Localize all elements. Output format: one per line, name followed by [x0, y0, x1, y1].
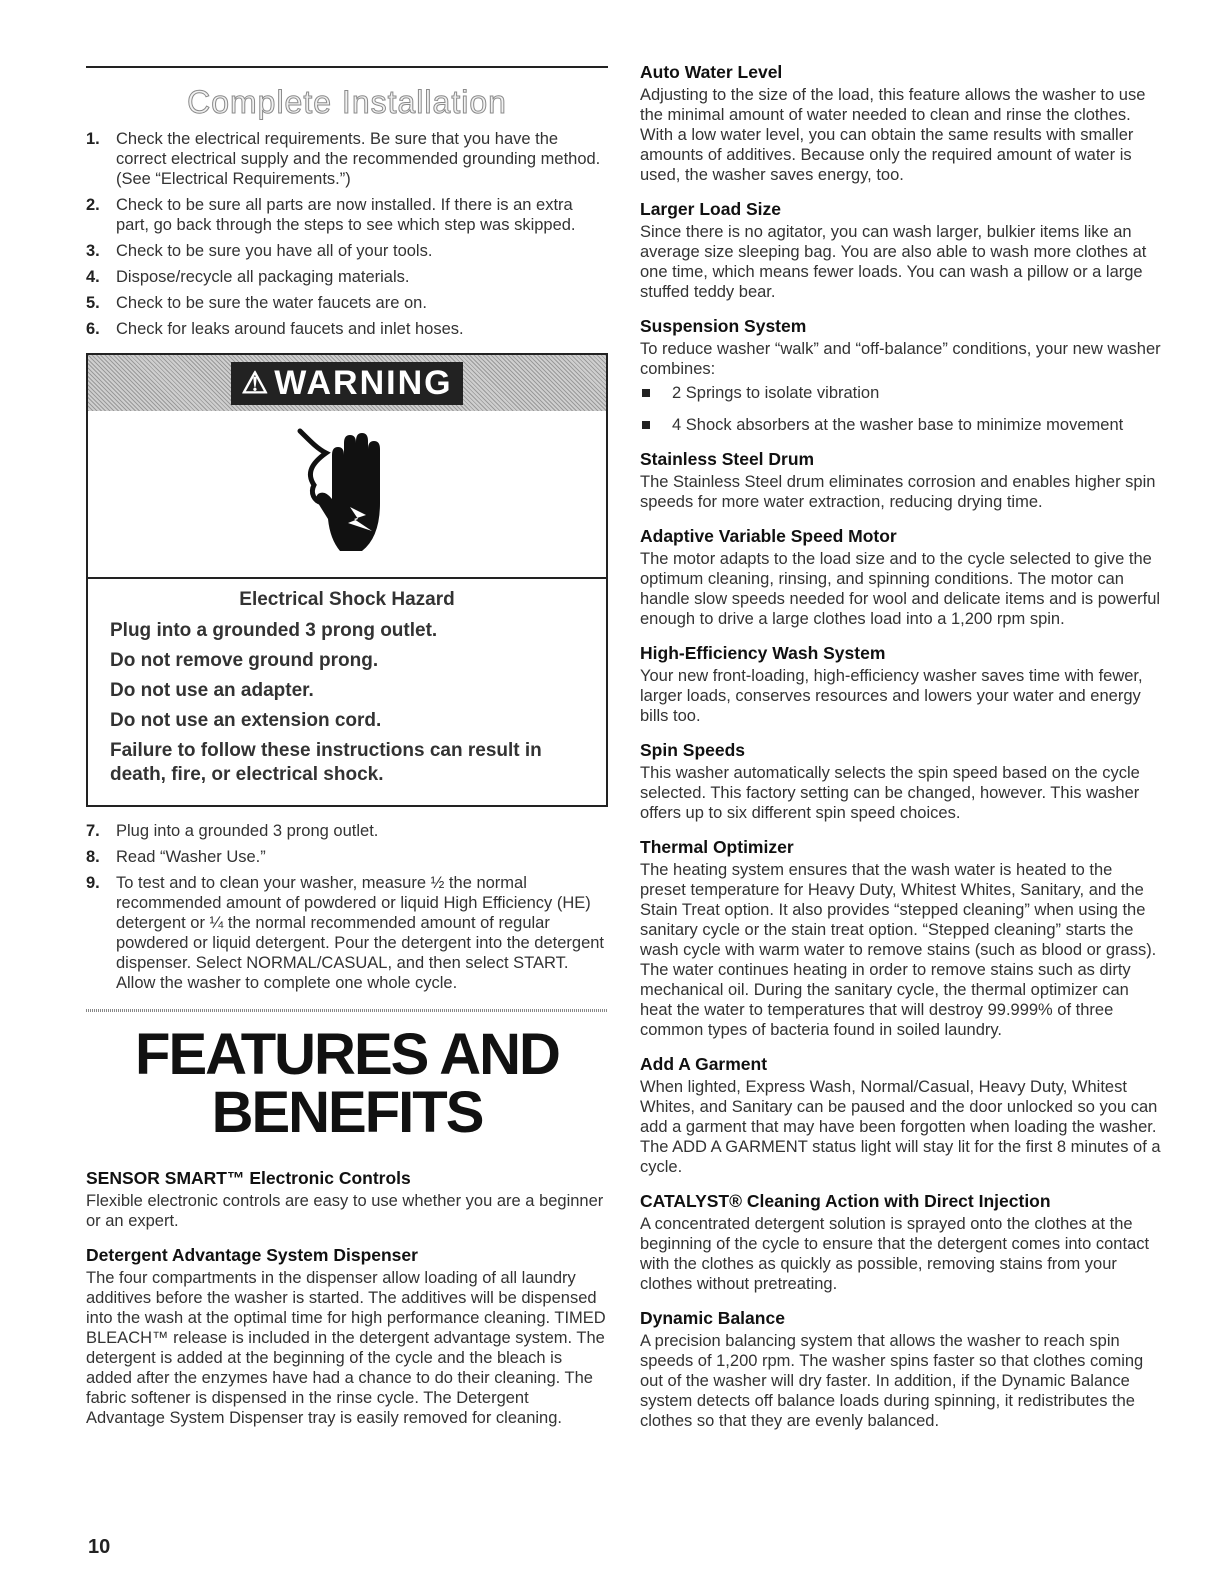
feature-text: When lighted, Express Wash, Normal/Casual, Heavy Duty, Whitest Whites, and Sanitary can be paused and the door unlocked so you can add a garment that may have been forgotten when loading the washer. The ADD A GARMENT status light will stay lit for the first 8 minutes of a cycle.	[640, 1078, 1161, 1176]
features-title-line1: FEATURES AND	[135, 1022, 559, 1087]
warning-line: Do not use an extension cord.	[110, 710, 382, 731]
page-number: 10	[88, 1536, 111, 1558]
section-divider	[86, 1009, 608, 1012]
feature-text: The motor adapts to the load size and to the cycle selected to give the optimum cleaning, rinsing, and spinning conditions. The motor can handle slow speeds needed for wool and delicate items and is powerful enough to drive a large clothes load into a 1,200 rpm spin.	[640, 550, 1161, 628]
install-step	[86, 319, 608, 339]
warning-triangle-icon: ⚠	[241, 366, 271, 400]
step-text: Check for leaks around faucets and inlet hoses.	[116, 320, 464, 338]
feature-text: To reduce washer “walk” and “off-balance” conditions, your new washer combines:	[640, 340, 1161, 378]
feature-title: Thermal Optimizer	[640, 837, 794, 857]
install-step	[86, 873, 608, 993]
feature-section	[640, 740, 1162, 823]
feature-bullet	[640, 383, 1162, 403]
feature-section	[640, 837, 1162, 1040]
feature-text: The four compartments in the dispenser allow loading of all laundry additives before the washer is started. The additives will be dispensed into the wash at the optimal time for high performance cleaning. TIMED BLEACH™ release is included in the detergent advantage system. The detergent is added at the beginning of the cycle and the bleach is added after the enzymes have had a chance to do their cleaning. The fabric softener is dispensed in the rinse cycle. The Detergent Advantage System Dispenser tray is easily removed for cleaning.	[86, 1269, 606, 1427]
bullet-square-icon	[642, 421, 650, 429]
feature-section	[640, 1308, 1162, 1431]
warning-header	[88, 355, 606, 411]
features-right-list	[640, 62, 1162, 1431]
feature-text: A precision balancing system that allows the washer to reach spin speeds of 1,200 rpm. The washer spins faster so that clothes coming out of the washer will dry faster. In addition, if the Dynamic Balance system detects off balance loads during spinning, it redistributes the clothes so that they are evenly balanced.	[640, 1332, 1144, 1430]
feature-title: Larger Load Size	[640, 199, 782, 219]
feature-title: Stainless Steel Drum	[640, 449, 815, 469]
install-step	[86, 847, 608, 867]
step-number: 8.	[86, 848, 100, 866]
warning-label-text: WARNING	[274, 363, 453, 402]
shock-hand-icon	[292, 419, 402, 569]
install-step	[86, 241, 608, 261]
feature-text: This washer automatically selects the spin speed based on the cycle selected. This factory setting can be changed, however. This washer offers up to six different spin speed choices.	[640, 764, 1140, 822]
step-number: 9.	[86, 874, 100, 892]
feature-section	[640, 316, 1162, 435]
step-text: Plug into a grounded 3 prong outlet.	[116, 822, 379, 840]
bullet-text: 2 Springs to isolate vibration	[672, 384, 880, 402]
feature-title: Detergent Advantage System Dispenser	[86, 1245, 418, 1265]
warning-hazard: Electrical Shock Hazard	[239, 589, 455, 610]
feature-title: SENSOR SMART™ Electronic Controls	[86, 1168, 411, 1188]
feature-title: Auto Water Level	[640, 62, 783, 82]
feature-title: High-Efficiency Wash System	[640, 643, 886, 663]
step-number: 1.	[86, 130, 100, 148]
install-step	[86, 821, 608, 841]
feature-section	[86, 1168, 608, 1231]
feature-section	[640, 1191, 1162, 1294]
feature-title: Adaptive Variable Speed Motor	[640, 526, 897, 546]
step-text: Check to be sure you have all of your tools.	[116, 242, 433, 260]
features-left-list	[86, 1168, 608, 1428]
feature-section	[640, 199, 1162, 302]
feature-section	[640, 62, 1162, 185]
feature-text: Since there is no agitator, you can wash larger, bulkier items like an average size sleeping bag. You are also able to wash more clothes at one time, which means fewer loads. You can wash a pillow or a large stuffed teddy bear.	[640, 223, 1147, 301]
step-text: Check to be sure all parts are now installed. If there is an extra part, go back through the steps to see which step was skipped.	[116, 196, 576, 234]
feature-text: The Stainless Steel drum eliminates corrosion and enables higher spin speeds for more water extraction, reducing drying time.	[640, 473, 1156, 511]
feature-bullets	[640, 383, 1162, 435]
top-rule	[86, 66, 608, 68]
install-step	[86, 195, 608, 235]
feature-section	[640, 643, 1162, 726]
step-text: Check the electrical requirements. Be sure that you have the correct electrical supply and the recommended grounding method. (See “Electrical Requirements.”)	[116, 130, 601, 188]
feature-title: Suspension System	[640, 316, 807, 336]
step-number: 4.	[86, 268, 100, 286]
step-number: 3.	[86, 242, 100, 260]
warning-line: Plug into a grounded 3 prong outlet.	[110, 620, 438, 641]
feature-section	[640, 449, 1162, 512]
bullet-square-icon	[642, 389, 650, 397]
install-step	[86, 293, 608, 313]
left-column	[86, 66, 608, 1442]
step-text: Dispose/recycle all packaging materials.	[116, 268, 410, 286]
feature-title: Spin Speeds	[640, 740, 746, 760]
feature-title: Dynamic Balance	[640, 1308, 785, 1328]
install-steps-after	[86, 821, 608, 993]
warning-text	[88, 579, 606, 805]
step-text: To test and to clean your washer, measure ½ the normal recommended amount of powdered or liquid High Efficiency (HE) detergent or ¼ the normal recommended amount of regular powdered or liquid detergent. Pour the detergent into the detergent dispenser. Select NORMAL/CASUAL, and then select START. Allow the washer to complete one whole cycle.	[116, 874, 605, 992]
bullet-text: 4 Shock absorbers at the washer base to minimize movement	[672, 416, 1124, 434]
warning-box	[86, 353, 608, 807]
features-title-line2: BENEFITS	[211, 1080, 483, 1145]
warning-label	[231, 362, 462, 405]
warning-line: Failure to follow these instructions can result in death, fire, or electrical shock.	[110, 740, 542, 785]
install-step	[86, 129, 608, 189]
step-number: 2.	[86, 196, 100, 214]
feature-title: Add A Garment	[640, 1054, 768, 1074]
feature-text: Your new front-loading, high-efficiency washer saves time with fewer, larger loads, conserves resources and lowers your water and energy bills too.	[640, 667, 1143, 725]
feature-text: A concentrated detergent solution is sprayed onto the clothes at the beginning of the cycle to ensure that the detergent comes into contact with the clothes as quickly as possible, removing stains from your clothes without pretreating.	[640, 1215, 1150, 1293]
install-step	[86, 267, 608, 287]
features-title	[86, 1022, 608, 1145]
feature-section	[86, 1245, 608, 1428]
step-number: 7.	[86, 822, 100, 840]
step-number: 6.	[86, 320, 100, 338]
install-steps-before	[86, 129, 608, 339]
step-text: Check to be sure the water faucets are on.	[116, 294, 427, 312]
warning-lines	[110, 619, 584, 787]
step-text: Read “Washer Use.”	[116, 848, 266, 866]
step-number: 5.	[86, 294, 100, 312]
right-column	[640, 62, 1162, 1445]
feature-text: The heating system ensures that the wash water is heated to the preset temperature for Heavy Duty, Whitest Whites, Sanitary, and the Stain Treat option. It also provides “stepped cleaning” when using the sanitary cycle or the stain treat option. “Stepped cleaning” starts the wash cycle with warm water to remove stains (such as blood or grass). The water continues heating in order to remove stains such as dirty mechanical oil. During the sanitary cycle, the thermal optimizer can heat the water to temperatures that will destroy 99.999% of three common types of bacteria found in soiled laundry.	[640, 861, 1157, 1039]
feature-section	[640, 526, 1162, 629]
warning-line: Do not use an adapter.	[110, 680, 314, 701]
feature-text: Flexible electronic controls are easy to use whether you are a beginner or an expert.	[86, 1192, 604, 1230]
install-title: Complete Installation	[187, 84, 507, 120]
feature-section	[640, 1054, 1162, 1177]
electric-shock-icon	[88, 411, 606, 579]
feature-title: CATALYST® Cleaning Action with Direct Injection	[640, 1191, 1051, 1211]
feature-text: Adjusting to the size of the load, this feature allows the washer to use the minimal amount of water needed to clean and rinse the clothes. With a low water level, you can obtain the same results with smaller amounts of additives. Because only the required amount of water is used, the washer saves energy, too.	[640, 86, 1146, 184]
feature-bullet	[640, 415, 1162, 435]
warning-line: Do not remove ground prong.	[110, 650, 379, 671]
